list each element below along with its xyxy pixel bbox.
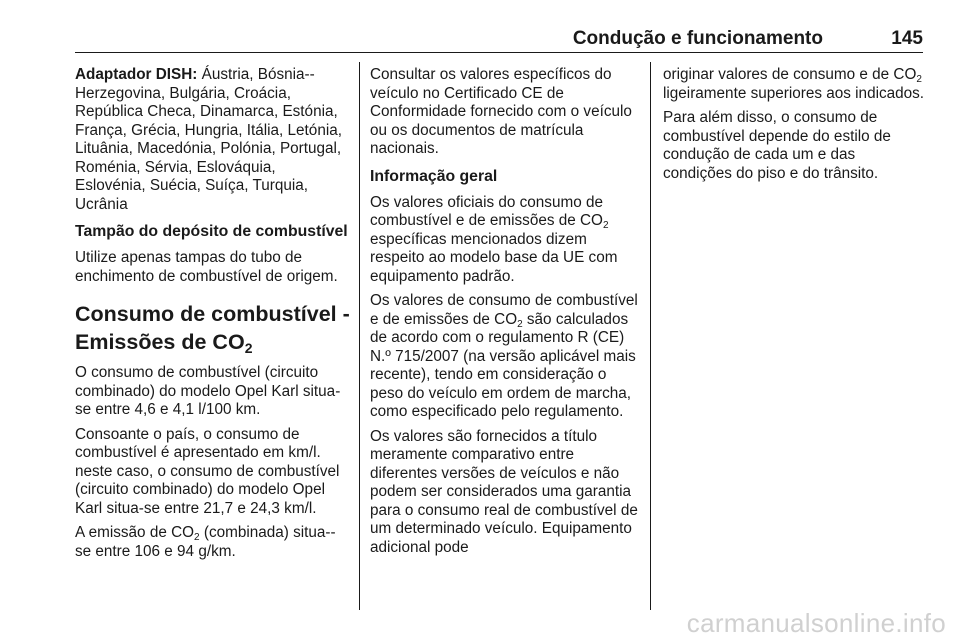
dish-adapter-countries: Áustria, Bósnia--Herzegovina, Bulgária, Croácia, República Checa, Dinamarca, Estónia, França, Grécia, Hungria, Itália, Letónia, Lituânia, Macedónia, Polónia, Portugal, Roménia, Sérvia, Eslováquia, Eslovénia, Suécia, Suíça, Turquia, Ucrânia: [75, 66, 342, 213]
emission-text-a: A emissão de CO: [75, 524, 195, 541]
emission-text-b: (combinada) situa--se entre 106 e 94 g/km.: [75, 524, 336, 560]
column-1: [75, 66, 350, 567]
watermark: carmanualsonline.info: [686, 608, 946, 638]
calculated-values-text-a: Os valores de consumo de combustível e de emissões de CO: [370, 292, 638, 328]
paragraph-fuel-cap: Utilize apenas tampas do tubo de enchimento de combustível de origem.: [75, 249, 338, 285]
column-divider-2: [650, 62, 651, 610]
heading-fuel-consumption: [75, 300, 350, 356]
calculated-values-subscript: 2: [517, 318, 523, 330]
paragraph-calculated-values: [370, 292, 638, 422]
paragraph-official-values: [370, 194, 638, 287]
page-number: 145: [891, 28, 923, 49]
paragraph-consumption-2: Consoante o país, o consumo de combustível é apresentado em km/l. neste caso, o consumo de combustível (circuito combinado) do modelo Opel Karl situa-se entre 21,7 e 24,3 km/l.: [75, 425, 340, 517]
official-values-subscript: 2: [602, 220, 609, 231]
column-divider-1: [359, 62, 360, 610]
running-title: Condução e funcionamento: [572, 28, 823, 49]
column-3: [663, 66, 925, 189]
emission-subscript: 2: [194, 532, 200, 543]
higher-values-subscript: 2: [916, 74, 922, 85]
paragraph-consult: Consultar os valores específicos do veículo no Certificado CE de Conformidade fornecido com o veículo ou os documentos de matrícula nacionais.: [370, 66, 632, 157]
heading-general-info: Informação geral: [370, 167, 498, 185]
paragraph-higher-values: [663, 66, 925, 103]
paragraph-comparative-values: Os valores são fornecidos a título meramente comparativo entre diferentes versões de veículos e não podem ser considerados uma garantia para o consumo real de combustível de um determinado veículo. Equipamento adicional pode: [370, 427, 638, 556]
heading-fuel-consumption-text: Consumo de combustível - Emissões de CO: [75, 302, 350, 354]
heading-fuel-consumption-subscript: 2: [244, 340, 253, 356]
paragraph-dish-adapter: [75, 66, 350, 214]
higher-values-text-b: ligeiramente superiores aos indicados.: [663, 84, 925, 102]
column-2: [370, 66, 638, 563]
dish-adapter-lead: Adaptador DISH:: [75, 66, 198, 83]
paragraph-consumption-1: O consumo de combustível (circuito combinado) do modelo Opel Karl situa-se entre 4,6 e 4,1 l/100 km.: [75, 364, 341, 418]
paragraph-driving-style: Para além disso, o consumo de combustível depende do estilo de condução de cada um e das condições do piso e do trânsito.: [663, 109, 891, 182]
heading-fuel-cap: Tampão do depósito de combustível: [75, 223, 348, 240]
header-rule: [75, 52, 923, 53]
official-values-text-a: Os valores oficiais do consumo de combustível e de emissões de CO: [370, 193, 603, 229]
page-header: [75, 28, 923, 49]
calculated-values-text-b: são calculados de acordo com o regulamento R (CE) N.º 715/2007 (na versão aplicável mais recente), tendo em consideração o peso do veículo em ordem de marcha, como especificado pelo regulamento.: [370, 310, 636, 420]
paragraph-emission: [75, 524, 350, 561]
official-values-text-b: específicas mencionados dizem respeito ao modelo base da UE com equipamento padrão.: [370, 230, 618, 285]
higher-values-text-a: originar valores de consumo e de CO: [663, 66, 917, 83]
